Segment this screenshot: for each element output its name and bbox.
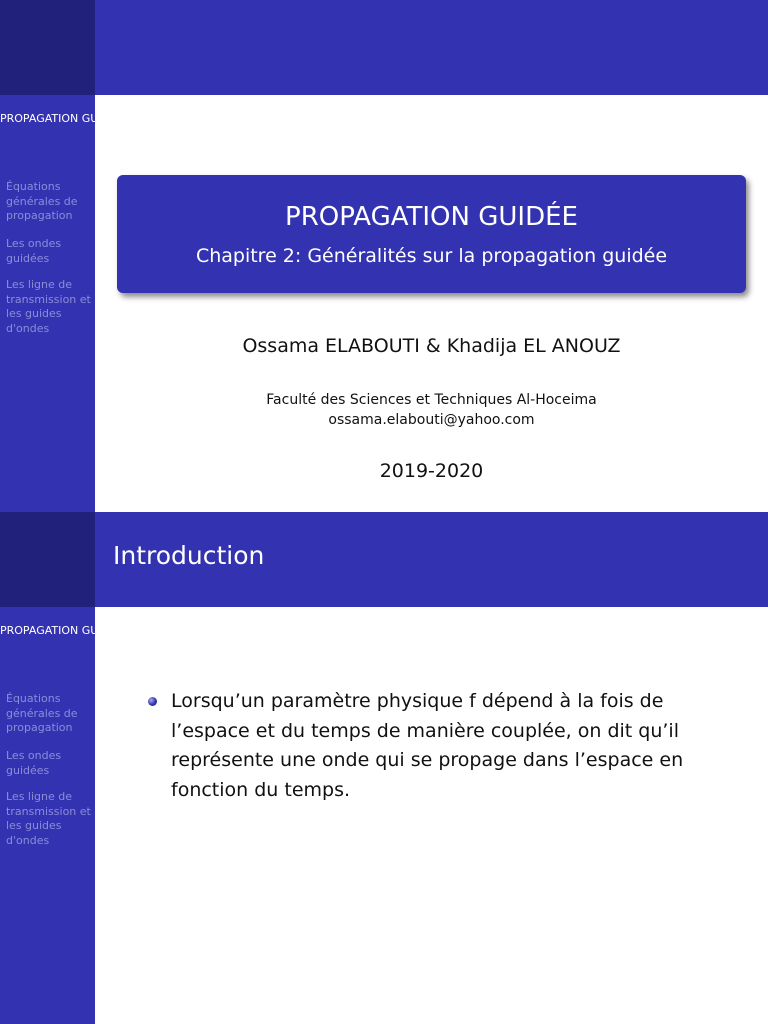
presentation-title: PROPAGATION GUIDÉE (285, 202, 578, 232)
institution: Faculté des Sciences et Techniques Al-Hoceima (266, 392, 597, 408)
title-block (117, 175, 746, 293)
presentation-subtitle: Chapitre 2: Généralités sur la propagation guidée (195, 245, 668, 267)
sidebar-section-ondes-guidees[interactable]: Les ondes guidées (6, 749, 62, 777)
authors: Ossama ELABOUTI & Khadija EL ANOUZ (242, 335, 621, 357)
frame-title: Introduction (113, 541, 265, 570)
bullet-text: Lorsqu’un paramètre physique f dépend à la fois de l’espace et du temps de manière couplée, on dit qu’il représente une onde qui se propage dans l’espace en fonction du temps. (171, 690, 684, 801)
sidebar-section-equations[interactable]: Équations générales de propagation (6, 692, 78, 734)
sidebar (0, 95, 124, 512)
sidebar-header (0, 512, 95, 607)
email: ossama.elabouti@yahoo.com (328, 412, 535, 428)
sidebar-title[interactable]: PROPAGATION GUIDÉE (0, 112, 124, 125)
frame-title-bar (95, 0, 768, 95)
sidebar-section-ondes-guidees[interactable]: Les ondes guidées (6, 237, 62, 265)
sidebar-section-lignes-transmission[interactable]: Les ligne de transmission et les guides d'ondes (6, 790, 91, 847)
date: 2019-2020 (379, 460, 484, 482)
sidebar (0, 607, 124, 1024)
sidebar-section-lignes-transmission[interactable]: Les ligne de transmission et les guides d'ondes (6, 278, 91, 335)
sidebar-header (0, 0, 95, 95)
bullet-icon (148, 697, 157, 706)
sidebar-title[interactable]: PROPAGATION GUIDÉE (0, 624, 124, 637)
frame-title-bar (95, 512, 768, 607)
sidebar-section-equations[interactable]: Équations générales de propagation (6, 180, 78, 222)
introduction-slide (0, 512, 768, 1024)
